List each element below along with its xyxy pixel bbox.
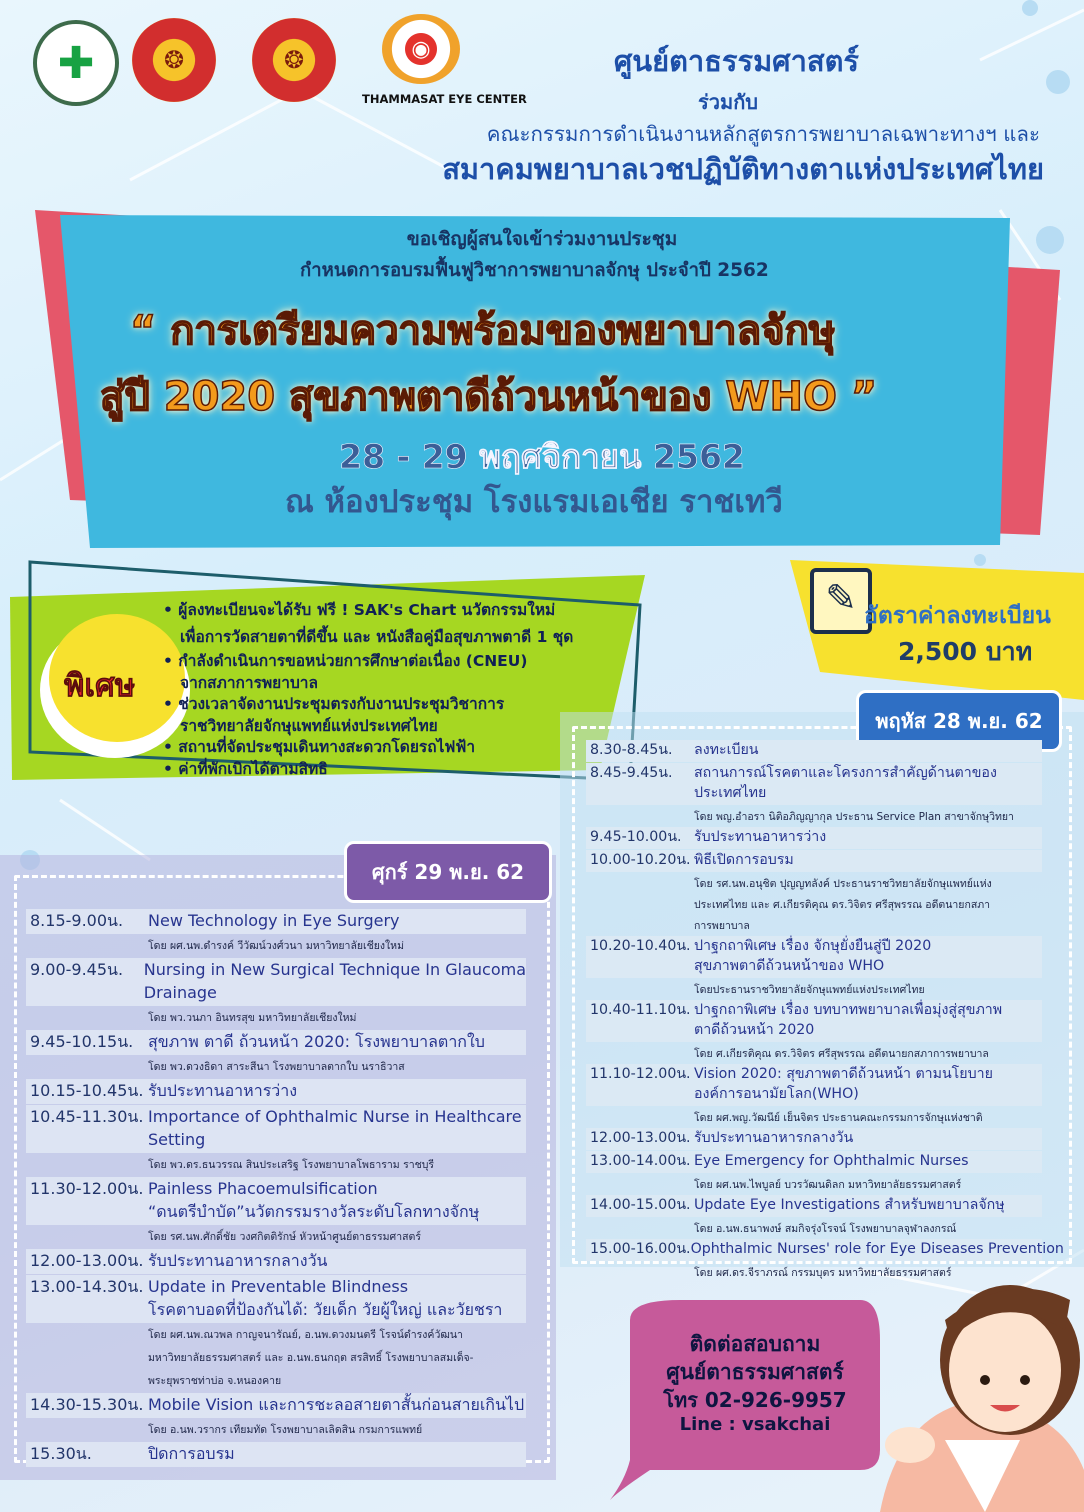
schedule-row	[590, 1239, 1064, 1259]
schedule-row	[30, 1030, 526, 1053]
schedule-topic-line: รับประทานอาหารว่าง	[148, 1081, 298, 1100]
schedule-speaker: ประเทศไทย และ ศ.เกียรติคุณ ดร.วิจิตร ศรีสุพรรณ อดีตนายกสภา	[694, 899, 991, 911]
schedule-speaker: โดย รศ.นพ.อนุชิต ปุญญทลังค์ ประธานราชวิทยาลัยจักษุแพทย์แห่ง	[694, 878, 992, 890]
schedule-topic-line: ปาฐกถาพิเศษ เรื่อง จักษุยั่งยืนสู่ปี 2020	[694, 938, 932, 954]
schedule-topic	[694, 1151, 969, 1171]
logo-eye-center-caption: THAMMASAT EYE CENTER	[362, 92, 527, 106]
logo-medicine-faculty	[252, 18, 336, 102]
fee-label: อัตราค่าลงทะเบียน	[864, 603, 1051, 629]
schedule-topic-line: ลงทะเบียน	[694, 742, 759, 758]
schedule-speaker: โดย พว.วนภา อินทรสุข มหาวิทยาลัยเชียงใหม่	[148, 1012, 357, 1024]
schedule-topic-line: Importance of Ophthalmic Nurse in Healthcare	[148, 1107, 522, 1126]
special-item-3b: ราชวิทยาลัยจักษุแพทย์แห่งประเทศไทย	[180, 717, 438, 735]
schedule-topic	[148, 1393, 524, 1416]
schedule-row	[30, 1275, 526, 1321]
schedule-topic	[148, 909, 400, 932]
schedule-time: 8.45-9.45น.	[590, 765, 673, 781]
schedule-row	[590, 1128, 1042, 1148]
schedule-speaker: โดย ผศ.ดร.จีราภรณ์ กรรมบุตร มหาวิทยาลัยธรรมศาสตร์	[694, 1267, 952, 1279]
schedule-topic	[148, 1442, 235, 1465]
schedule-topic-line: Vision 2020: สุขภาพตาดีถ้วนหน้า ตามนโยบาย	[694, 1066, 993, 1082]
schedule-topic	[694, 936, 931, 976]
special-item-3: • ช่วงเวลาจัดงานประชุมตรงกับงานประชุมวิชาการ	[163, 695, 505, 713]
friday-tag: ศุกร์ 29 พ.ย. 62	[344, 841, 552, 903]
schedule-row	[590, 827, 1042, 847]
special-item-1: • ผู้ลงทะเบียนจะได้รับ ฟรี ! SAK's Chart นวัตกรรมใหม่	[163, 601, 556, 619]
schedule-time: 15.00-16.00น.	[590, 1241, 691, 1257]
schedule-topic-line: Update Eye Investigations สำหรับพยาบาลจักษุ	[694, 1197, 1005, 1213]
schedule-topic	[148, 1079, 297, 1102]
schedule-row	[590, 1000, 1042, 1040]
organizer-with: ร่วมกับ	[698, 90, 758, 114]
schedule-topic-line: ประเทศไทย	[694, 785, 767, 801]
schedule-speaker: โดย ผศ.นพ.ไพบูลย์ บวรวัฒนดิลก มหาวิทยาลัยธรรมศาสตร์	[694, 1179, 962, 1191]
schedule-row	[30, 1177, 526, 1223]
schedule-topic	[694, 827, 826, 847]
schedule-topic-line: Painless Phacoemulsification	[148, 1179, 378, 1198]
schedule-topic-line: New Technology in Eye Surgery	[148, 911, 400, 930]
schedule-speaker: โดย พว.ดร.ธนวรรณ สินประเสริฐ โรงพยาบาลโพธาราม ราชบุรี	[148, 1159, 435, 1171]
emblem-icon: ❂	[283, 46, 305, 74]
schedule-speaker: มหาวิทยาลัยธรรมศาสตร์ และ อ.นพ.ธนกฤต สรสิทธิ์ โรงพยาบาลสมเด็จ-	[148, 1352, 474, 1364]
organizer-association: สมาคมพยาบาลเวชปฏิบัติทางตาแห่งประเทศไทย	[442, 152, 1044, 186]
schedule-topic-line: “ดนตรีบำบัด”นวัตกรรมรางวัลระดับโลกทางจักษุ	[148, 1202, 480, 1221]
schedule-topic-line: รับประทานอาหารว่าง	[694, 829, 827, 845]
schedule-time: 10.00-10.20น.	[590, 852, 691, 868]
schedule-row	[590, 1195, 1042, 1215]
schedule-topic-line: สุขภาพตาดีถ้วนหน้าของ WHO	[694, 958, 885, 974]
logo-nursing-faculty	[132, 18, 216, 102]
schedule-topic-line: องค์การอนามัยโลก(WHO)	[694, 1086, 859, 1102]
special-item-4: • สถานที่จัดประชุมเดินทางสะดวกโดยรถไฟฟ้า	[163, 738, 476, 756]
schedule-topic	[691, 1239, 1064, 1259]
schedule-time: 10.40-11.10น.	[590, 1002, 691, 1018]
schedule-topic	[694, 763, 997, 803]
schedule-row	[30, 909, 526, 932]
event-date: 28 - 29 พฤศจิกายน 2562	[339, 437, 745, 476]
schedule-time: 10.45-11.30น.	[30, 1107, 144, 1126]
schedule-speaker: โดย ผศ.พญ.วัฒนีย์ เย็นจิตร ประธานคณะกรรมการจักษุแห่งชาติ	[694, 1112, 983, 1124]
schedule-time: 8.30-8.45น.	[590, 742, 673, 758]
schedule-row	[30, 1442, 526, 1465]
special-item-5: • ค่าที่พักเบิกได้ตามสิทธิ	[163, 760, 328, 778]
schedule-topic-line: ปาฐกถาพิเศษ เรื่อง บทบาทพยาบาลเพื่อมุ่งสู่สุขภาพ	[694, 1002, 1003, 1018]
event-title-line-2: สู่ปี 2020 สุขภาพตาดีถ้วนหน้าของ WHO ”	[100, 374, 878, 420]
schedule-row	[590, 740, 1042, 760]
schedule-row	[30, 1249, 526, 1272]
special-item-2: • กำลังดำเนินการขอหน่วยการศึกษาต่อเนื่อง (CNEU)	[163, 652, 528, 670]
contact-line-id: Line : vsakchai	[679, 1414, 831, 1435]
schedule-topic	[694, 1128, 853, 1148]
schedule-speaker: โดย ศ.เกียรติคุณ ดร.วิจิตร ศรีสุพรรณ อดีตนายกสภาการพยาบาล	[694, 1048, 989, 1060]
schedule-row	[590, 1064, 1042, 1104]
schedule-speaker: โดยประธานราชวิทยาลัยจักษุแพทย์แห่งประเทศไทย	[694, 984, 925, 996]
schedule-topic	[148, 1030, 485, 1053]
schedule-time: 11.30-12.00น.	[30, 1179, 144, 1198]
eye-icon: ◉	[411, 36, 431, 62]
schedule-time: 12.00-13.00น.	[30, 1251, 144, 1270]
schedule-topic	[694, 1064, 993, 1104]
fee-amount: 2,500 บาท	[898, 637, 1033, 666]
schedule-topic	[148, 1249, 328, 1272]
schedule-time: 13.00-14.00น.	[590, 1153, 691, 1169]
contact-line-1: ติดต่อสอบถาม	[689, 1332, 821, 1356]
thursday-tag: พฤหัส 28 พ.ย. 62	[856, 690, 1062, 752]
special-badge: พิเศษ	[64, 668, 136, 704]
schedule-topic-line: Ophthalmic Nurses' role for Eye Diseases Prevention	[690, 1241, 1064, 1257]
schedule-speaker: โดย พญ.อำอรา นิติอภิญญากุล ประธาน Service Plan สาขาจักษุวิทยา	[694, 811, 1014, 823]
schedule-row	[30, 1105, 526, 1151]
schedule-topic-line: สถานการณ์โรคตาและโครงการสำคัญด้านตาของ	[694, 765, 997, 781]
schedule-time: 9.45-10.15น.	[30, 1032, 134, 1051]
schedule-topic	[694, 850, 794, 870]
schedule-topic-line: โรคตาบอดที่ป้องกันได้: วัยเด็ก วัยผู้ใหญ่ และวัยชรา	[148, 1300, 503, 1319]
schedule-topic	[144, 958, 526, 1004]
green-cross-icon: ✚	[57, 37, 95, 89]
schedule-time: 15.30น.	[30, 1444, 92, 1463]
invite-line-1: ขอเชิญผู้สนใจเข้าร่วมงานประชุม	[406, 228, 678, 250]
organizer-committee: คณะกรรมการดำเนินงานหลักสูตรการพยาบาลเฉพาะทางฯ และ	[486, 122, 1040, 146]
schedule-speaker: การพยาบาล	[694, 920, 750, 932]
invite-line-2: กำหนดการอบรมฟื้นฟูวิชาการพยาบาลจักษุ ประจำปี 2562	[300, 260, 769, 281]
schedule-topic-line: รับประทานอาหารกลางวัน	[694, 1130, 854, 1146]
schedule-row	[30, 958, 526, 1004]
schedule-topic	[148, 1275, 502, 1321]
organizer-title: ศูนย์ตาธรรมศาสตร์	[613, 44, 859, 78]
schedule-speaker: โดย อ.นพ.วรากร เทียมทัด โรงพยาบาลเลิดสิน กรมการแพทย์	[148, 1424, 423, 1436]
schedule-topic-line: Eye Emergency for Ophthalmic Nurses	[694, 1153, 969, 1169]
schedule-topic-line: Setting	[148, 1130, 206, 1149]
schedule-speaker: พระยุพราชท่าบ่อ จ.หนองคาย	[148, 1375, 282, 1387]
schedule-topic-line: ตาดีถ้วนหน้า 2020	[694, 1022, 815, 1038]
schedule-topic	[148, 1105, 522, 1151]
schedule-speaker: โดย ผศ.นพ.ดำรงค์ วีวัฒน์วงศ์วนา มหาวิทยาลัยเชียงใหม่	[148, 940, 404, 952]
event-venue: ณ ห้องประชุม โรงแรมเอเชีย ราชเทวี	[285, 484, 783, 520]
logo-eye-center	[382, 14, 460, 84]
schedule-topic-line: พิธีเปิดการอบรม	[694, 852, 794, 868]
schedule-time: 9.00-9.45น.	[30, 960, 124, 979]
emblem-icon: ❂	[163, 46, 185, 74]
schedule-topic-line: Update in Preventable Blindness	[148, 1277, 409, 1296]
schedule-topic-line: สุขภาพ ตาดี ถ้วนหน้า 2020: โรงพยาบาลตากใบ	[148, 1032, 485, 1051]
schedule-time: 11.10-12.00น.	[590, 1066, 691, 1082]
contact-line-2: ศูนย์ตาธรรมศาสตร์	[666, 1360, 844, 1384]
schedule-topic-line: รับประทานอาหารกลางวัน	[148, 1251, 328, 1270]
schedule-row	[30, 1079, 526, 1102]
schedule-row	[590, 763, 1042, 803]
schedule-time: 8.15-9.00น.	[30, 911, 124, 930]
special-item-2b: จากสภาการพยาบาล	[180, 674, 319, 692]
schedule-topic-line: Nursing in New Surgical Technique In Glaucoma	[143, 960, 526, 979]
contact-phone: โทร 02-926-9957	[663, 1388, 847, 1412]
logo-hospital	[33, 20, 119, 106]
schedule-time: 10.15-10.45น.	[30, 1081, 144, 1100]
schedule-topic	[694, 1195, 1005, 1215]
schedule-time: 13.00-14.30น.	[30, 1277, 144, 1296]
schedule-topic	[148, 1177, 479, 1223]
schedule-topic-line: Drainage	[143, 983, 217, 1002]
special-item-1b: เพื่อการวัดสายตาที่ดีขึ้น และ หนังสือคู่มือสุขภาพตาดี 1 ชุด	[180, 628, 574, 646]
schedule-time: 14.30-15.30น.	[30, 1395, 144, 1414]
schedule-time: 10.20-10.40น.	[590, 938, 691, 954]
schedule-time: 9.45-10.00น.	[590, 829, 682, 845]
schedule-time: 14.00-15.00น.	[590, 1197, 691, 1213]
schedule-topic	[694, 740, 758, 760]
schedule-speaker: โดย ผศ.นพ.ณวพล กาญจนารัณย์, อ.นพ.ดวงมนตรี โรจน์ดำรงค์วัฒนา	[148, 1329, 463, 1341]
schedule-speaker: โดย พว.ดวงธิดา สาระสีนา โรงพยาบาลตากใบ นราธิวาส	[148, 1061, 405, 1073]
event-title-line-1: “ การเตรียมความพร้อมของพยาบาลจักษุ	[130, 308, 836, 354]
cartoon-woman	[880, 1285, 1084, 1512]
schedule-row	[30, 1393, 526, 1416]
schedule-topic-line: ปิดการอบรม	[148, 1444, 235, 1463]
schedule-row	[590, 850, 1042, 870]
schedule-row	[590, 1151, 1042, 1171]
schedule-topic-line: Mobile Vision และการชะลอสายตาสั้นก่อนสายเกินไป	[148, 1395, 525, 1414]
schedule-time: 12.00-13.00น.	[590, 1130, 691, 1146]
schedule-speaker: โดย อ.นพ.ธนาพงษ์ สมกิจรุ่งโรจน์ โรงพยาบาลจุฬาลงกรณ์	[694, 1223, 957, 1235]
schedule-topic	[694, 1000, 1002, 1040]
schedule-row	[590, 936, 1042, 976]
clipboard-pen-icon: ✎	[810, 568, 872, 634]
schedule-speaker: โดย รศ.นพ.ศักดิ์ชัย วงศกิตติรักษ์ หัวหน้าศูนย์ตาธรรมศาสตร์	[148, 1231, 421, 1243]
